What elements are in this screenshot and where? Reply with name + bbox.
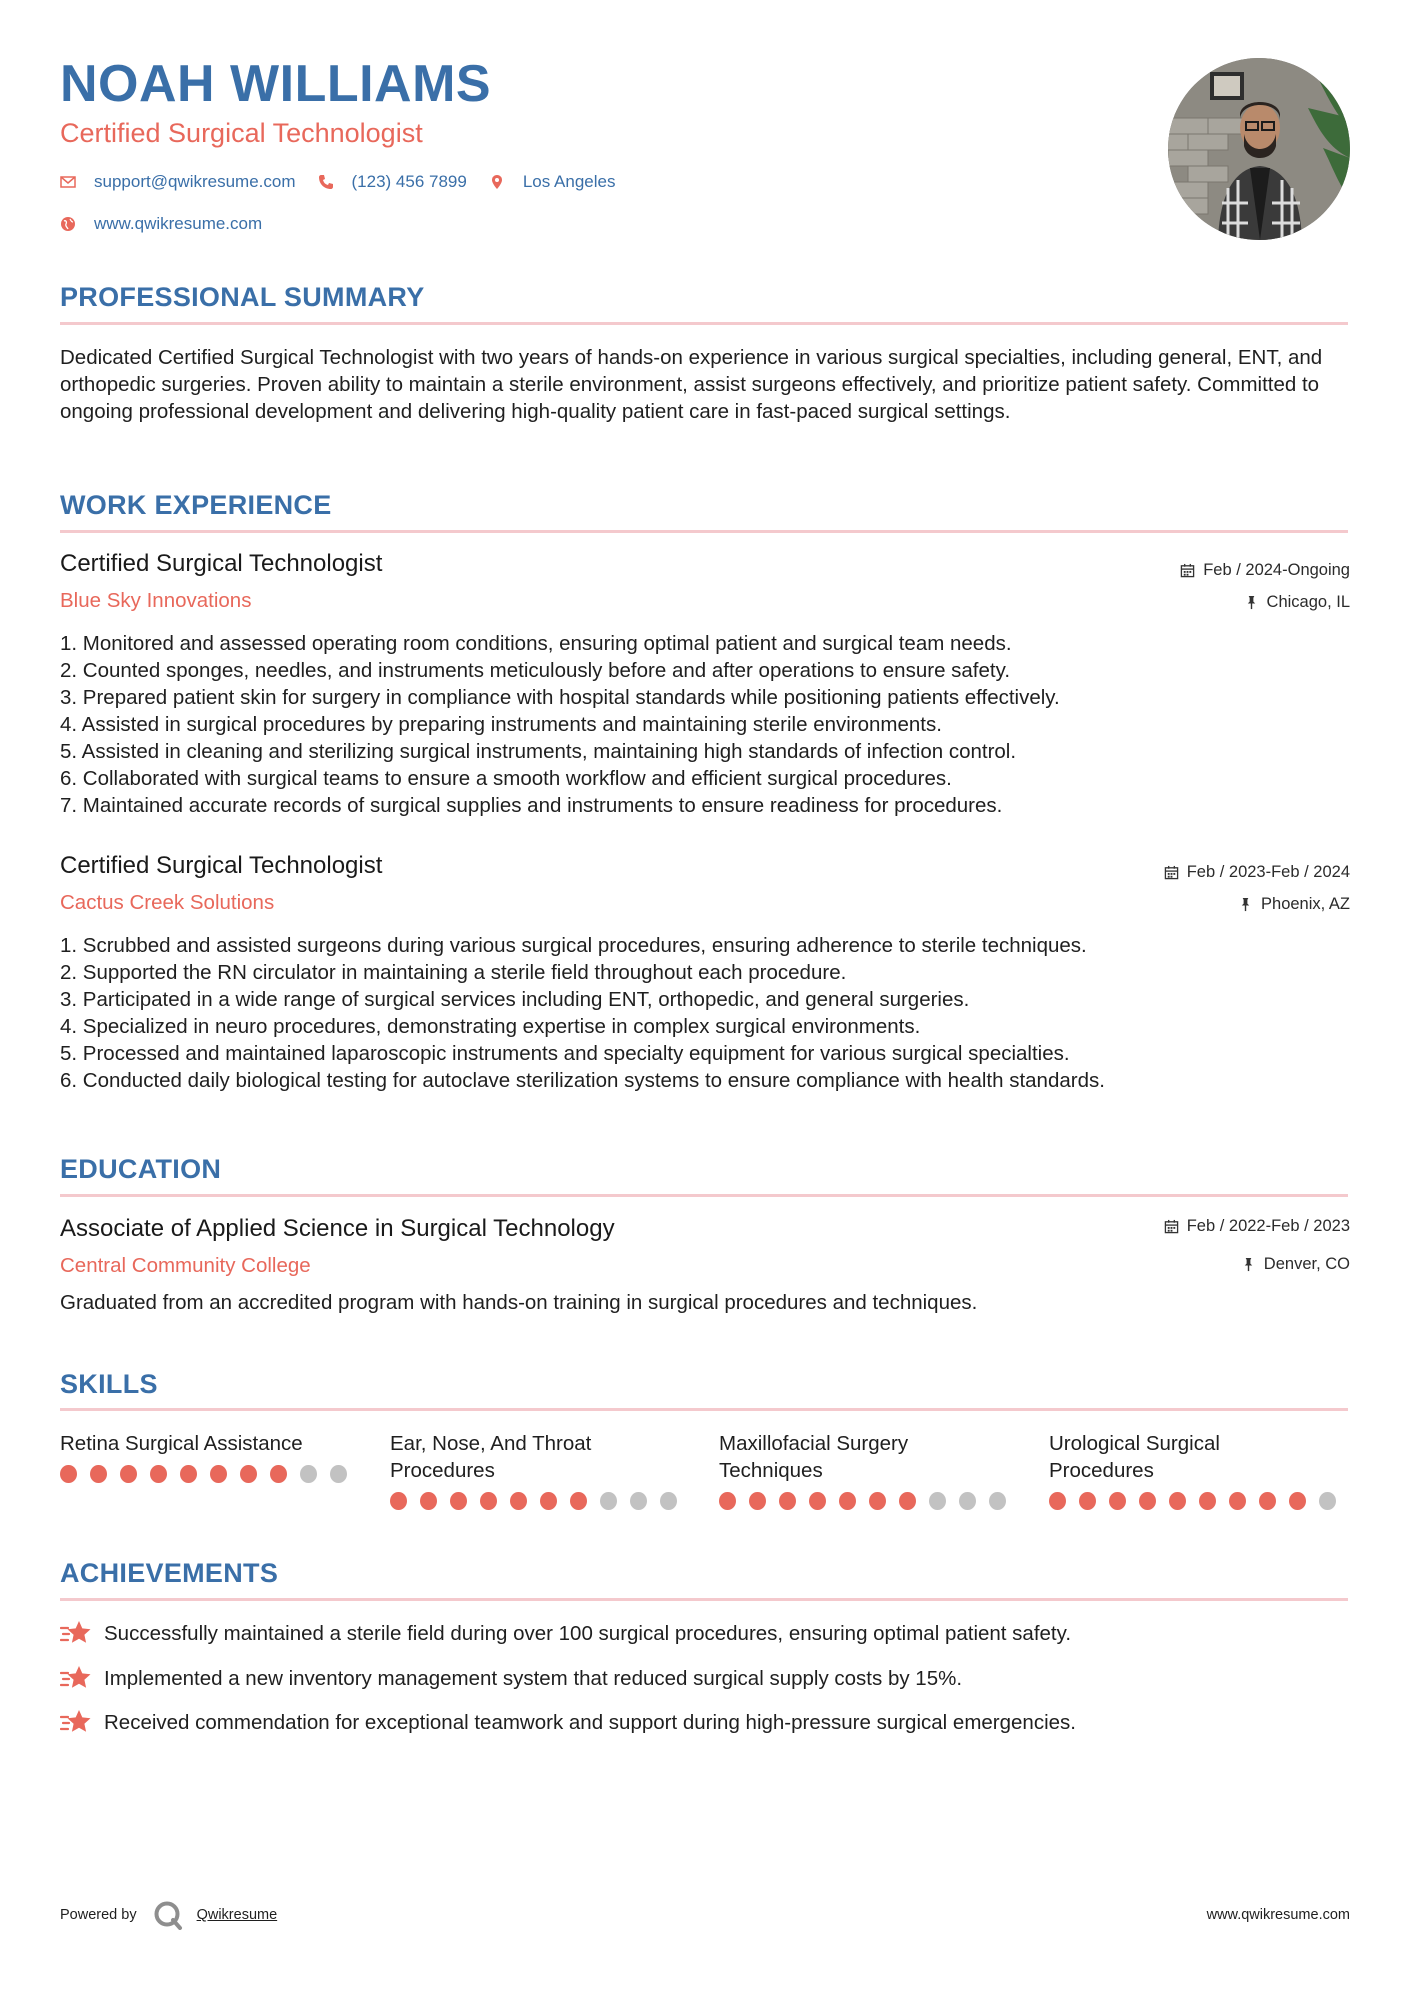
- list-item: 7. Maintained accurate records of surgical supplies and instruments to ensure readiness for procedures.: [60, 794, 1003, 817]
- rating-dot-empty: [600, 1492, 617, 1510]
- candidate-name: NOAH WILLIAMS: [60, 55, 492, 113]
- skill-rating: [1049, 1492, 1349, 1510]
- rating-dot-filled: [1259, 1492, 1276, 1510]
- map-pin-icon: [489, 174, 505, 190]
- list-item: 6. Conducted daily biological testing for autoclave sterilization systems to ensure compliance with health standards.: [60, 1069, 1105, 1092]
- list-item: 4. Assisted in surgical procedures by preparing instruments and maintaining sterile environments.: [60, 713, 942, 736]
- achievement-text: Received commendation for exceptional teamwork and support during high-pressure surgical emergencies.: [104, 1710, 1076, 1734]
- rating-dot-filled: [839, 1492, 856, 1510]
- pin-icon: [1244, 595, 1259, 610]
- star-icon: [60, 1708, 92, 1736]
- rating-dot-filled: [719, 1492, 736, 1510]
- powered-by-label: Powered by: [60, 1907, 137, 1923]
- skill-rating: [60, 1465, 360, 1483]
- section-divider: [60, 1194, 1348, 1197]
- rating-dot-filled: [1289, 1492, 1306, 1510]
- rating-dot-empty: [330, 1465, 347, 1483]
- summary-heading: PROFESSIONAL SUMMARY: [60, 282, 425, 312]
- skill-item: [1049, 1430, 1349, 1510]
- achievement-item: [60, 1664, 962, 1692]
- rating-dot-filled: [1079, 1492, 1096, 1510]
- rating-dot-filled: [869, 1492, 886, 1510]
- qwikresume-link[interactable]: Qwikresume: [196, 1907, 278, 1923]
- skill-name: Retina Surgical Assistance: [60, 1432, 303, 1455]
- rating-dot-filled: [90, 1465, 107, 1483]
- education-location: Denver, CO: [1241, 1256, 1350, 1273]
- rating-dot-empty: [989, 1492, 1006, 1510]
- job-bullets: [60, 630, 1350, 819]
- job-title: Certified Surgical Technologist: [60, 852, 383, 879]
- rating-dot-filled: [540, 1492, 557, 1510]
- education-dates: Feb / 2022-Feb / 2023: [1164, 1218, 1350, 1235]
- rating-dot-empty: [300, 1465, 317, 1483]
- rating-dot-filled: [1049, 1492, 1066, 1510]
- rating-dot-filled: [210, 1465, 227, 1483]
- rating-dot-filled: [1169, 1492, 1186, 1510]
- job-dates: Feb / 2023-Feb / 2024: [1164, 864, 1350, 881]
- contact-website: [60, 214, 262, 234]
- rating-dot-filled: [1199, 1492, 1216, 1510]
- list-item: 4. Specialized in neuro procedures, demonstrating expertise in complex surgical environments.: [60, 1015, 921, 1038]
- list-item: 1. Monitored and assessed operating room conditions, ensuring optimal patient and surgical team needs.: [60, 632, 1012, 655]
- rating-dot-filled: [749, 1492, 766, 1510]
- rating-dot-filled: [60, 1465, 77, 1483]
- achievement-text: Implemented a new inventory management system that reduced surgical supply costs by 15%.: [104, 1666, 963, 1690]
- calendar-icon: [1180, 563, 1195, 578]
- skills-heading: SKILLS: [60, 1369, 158, 1399]
- job-location: Chicago, IL: [1244, 594, 1350, 611]
- job-dates: Feb / 2024-Ongoing: [1180, 562, 1350, 579]
- skill-name: Maxillofacial Surgery Techniques: [719, 1432, 909, 1482]
- globe-icon: [60, 216, 76, 232]
- degree-title: Associate of Applied Science in Surgical Technology: [60, 1215, 615, 1242]
- profile-photo: [1168, 58, 1350, 240]
- contact-location: [489, 172, 616, 192]
- rating-dot-empty: [1319, 1492, 1336, 1510]
- pin-icon: [1238, 897, 1253, 912]
- skill-item: [390, 1430, 690, 1510]
- education-heading: EDUCATION: [60, 1154, 222, 1184]
- rating-dot-empty: [929, 1492, 946, 1510]
- job-location: Phoenix, AZ: [1238, 896, 1350, 913]
- phone-icon: [318, 174, 334, 190]
- section-divider: [60, 530, 1348, 533]
- rating-dot-filled: [510, 1492, 527, 1510]
- job-company: Cactus Creek Solutions: [60, 891, 275, 914]
- summary-text: Dedicated Certified Surgical Technologist with two years of hands-on experience in various surgical specialties, including general, ENT, and orthopedic surgeries. Proven ability to maintain a sterile environment, assist surgeons effectively, and prioritize patient safety. Committed to ongoing professional development and delivering high-quality patient care in fast-paced surgical settings.: [60, 346, 1323, 423]
- contact-row: [60, 172, 637, 192]
- section-divider: [60, 322, 1348, 325]
- achievements-heading: ACHIEVEMENTS: [60, 1558, 279, 1588]
- job-title: Certified Surgical Technologist: [60, 550, 383, 577]
- pin-icon: [1241, 1257, 1256, 1272]
- job-company: Blue Sky Innovations: [60, 589, 252, 612]
- rating-dot-filled: [1139, 1492, 1156, 1510]
- calendar-icon: [1164, 865, 1179, 880]
- rating-dot-filled: [779, 1492, 796, 1510]
- list-item: 2. Supported the RN circulator in maintaining a sterile field throughout each procedure.: [60, 961, 847, 984]
- rating-dot-filled: [809, 1492, 826, 1510]
- star-icon: [60, 1664, 92, 1692]
- list-item: 1. Scrubbed and assisted surgeons during various surgical procedures, ensuring adherence to sterile techniques.: [60, 934, 1087, 957]
- rating-dot-empty: [630, 1492, 647, 1510]
- rating-dot-empty: [959, 1492, 976, 1510]
- skill-item: [719, 1430, 1019, 1510]
- education-description: Graduated from an accredited program with hands-on training in surgical procedures and techniques.: [60, 1291, 978, 1314]
- list-item: 2. Counted sponges, needles, and instruments meticulously before and after operations to ensure safety.: [60, 659, 1011, 682]
- skill-rating: [719, 1492, 1019, 1510]
- achievement-item: [60, 1708, 1076, 1736]
- candidate-title: Certified Surgical Technologist: [60, 118, 423, 148]
- rating-dot-filled: [240, 1465, 257, 1483]
- rating-dot-filled: [180, 1465, 197, 1483]
- contact-phone: [318, 172, 467, 192]
- list-item: 3. Participated in a wide range of surgical services including ENT, orthopedic, and general surgeries.: [60, 988, 970, 1011]
- section-divider: [60, 1598, 1348, 1601]
- star-icon: [60, 1619, 92, 1647]
- footer-website-link[interactable]: www.qwikresume.com: [1206, 1907, 1350, 1923]
- calendar-icon: [1164, 1219, 1179, 1234]
- achievement-text: Successfully maintained a sterile field during over 100 surgical procedures, ensuring optimal patient safety.: [104, 1621, 1072, 1645]
- footer-powered-by: [60, 1900, 277, 1930]
- skill-name: Ear, Nose, And Throat Procedures: [390, 1432, 592, 1482]
- achievement-item: [60, 1619, 1071, 1647]
- website-link[interactable]: www.qwikresume.com: [94, 214, 263, 233]
- experience-heading: WORK EXPERIENCE: [60, 490, 332, 520]
- email-link[interactable]: support@qwikresume.com: [94, 172, 296, 191]
- location-text: Los Angeles: [522, 172, 616, 191]
- section-divider: [60, 1408, 1348, 1411]
- rating-dot-filled: [480, 1492, 497, 1510]
- rating-dot-filled: [270, 1465, 287, 1483]
- list-item: 5. Processed and maintained laparoscopic instruments and specialty equipment for various surgical specialties.: [60, 1042, 1070, 1065]
- contact-email: [60, 172, 296, 192]
- rating-dot-filled: [150, 1465, 167, 1483]
- contact-row-website: [60, 214, 284, 234]
- rating-dot-filled: [120, 1465, 137, 1483]
- rating-dot-filled: [420, 1492, 437, 1510]
- skill-name: Urological Surgical Procedures: [1049, 1432, 1220, 1482]
- rating-dot-filled: [390, 1492, 407, 1510]
- list-item: 6. Collaborated with surgical teams to ensure a smooth workflow and efficient surgical procedures.: [60, 767, 952, 790]
- phone-number: (123) 456 7899: [351, 172, 467, 191]
- rating-dot-filled: [1229, 1492, 1246, 1510]
- school-name: Central Community College: [60, 1254, 311, 1277]
- rating-dot-filled: [450, 1492, 467, 1510]
- list-item: 3. Prepared patient skin for surgery in compliance with hospital standards while positioning patients effectively.: [60, 686, 1060, 709]
- skill-item: [60, 1430, 360, 1483]
- list-item: 5. Assisted in cleaning and sterilizing surgical instruments, maintaining high standards of infection control.: [60, 740, 1017, 763]
- rating-dot-filled: [899, 1492, 916, 1510]
- rating-dot-filled: [570, 1492, 587, 1510]
- skill-rating: [390, 1492, 690, 1510]
- job-bullets: [60, 932, 1350, 1094]
- rating-dot-empty: [660, 1492, 677, 1510]
- qwikresume-logo-icon: [153, 1900, 183, 1930]
- rating-dot-filled: [1109, 1492, 1126, 1510]
- envelope-icon: [60, 174, 76, 190]
